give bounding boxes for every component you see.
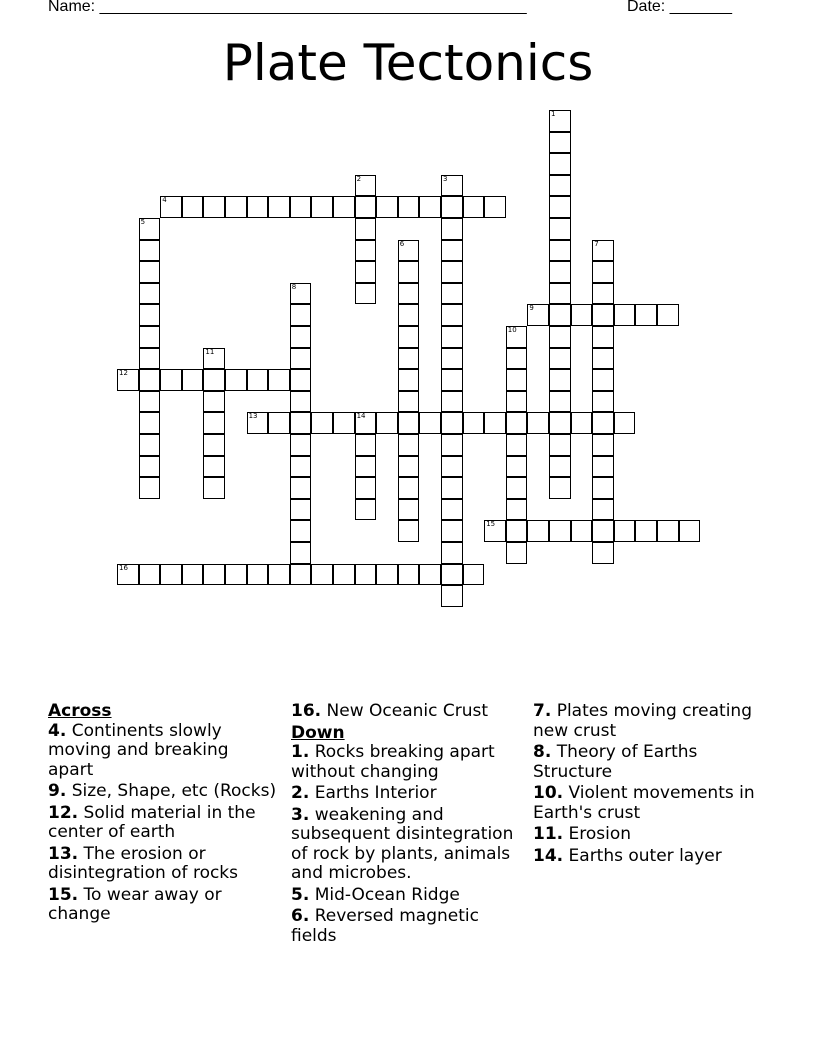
- clue-text: To wear away or change: [48, 884, 222, 924]
- clues-column-3: [533, 702, 763, 868]
- grid-cell[interactable]: [549, 369, 571, 391]
- grid-cell[interactable]: [203, 564, 225, 586]
- cell-number: 10: [507, 326, 517, 334]
- grid-cell[interactable]: [333, 412, 355, 434]
- grid-cell[interactable]: [592, 456, 614, 478]
- grid-cell[interactable]: [290, 412, 312, 434]
- grid-cell[interactable]: [549, 218, 571, 240]
- grid-cell[interactable]: [139, 348, 161, 370]
- grid-cell[interactable]: [376, 412, 398, 434]
- grid-cell[interactable]: [290, 434, 312, 456]
- clue-across-13: [48, 845, 278, 884]
- clue-number: 9.: [48, 781, 67, 801]
- grid-cell[interactable]: [657, 520, 679, 542]
- grid-cell[interactable]: [441, 434, 463, 456]
- clue-down-8: [533, 743, 763, 782]
- cell-number: 14: [356, 412, 366, 421]
- grid-cell[interactable]: [355, 477, 377, 499]
- grid-cell[interactable]: [290, 369, 312, 391]
- grid-cell[interactable]: [527, 520, 549, 542]
- grid-cell[interactable]: [203, 412, 225, 434]
- clue-text: Continents slowly moving and breaking apart: [48, 720, 229, 780]
- grid-cell[interactable]: [139, 412, 161, 434]
- grid-cell[interactable]: [592, 304, 614, 326]
- clue-down-6: [291, 907, 526, 946]
- grid-cell[interactable]: [247, 369, 269, 391]
- grid-cell[interactable]: [139, 304, 161, 326]
- grid-cell[interactable]: [355, 499, 377, 521]
- clue-text: Size, Shape, etc (Rocks): [71, 781, 277, 801]
- grid-cell[interactable]: [549, 196, 571, 218]
- grid-cell[interactable]: [268, 196, 290, 218]
- clue-text: Mid-Ocean Ridge: [314, 884, 460, 905]
- cell-number: 12: [119, 369, 128, 378]
- grid-cell[interactable]: [290, 542, 312, 564]
- grid-cell[interactable]: [398, 520, 420, 542]
- grid-cell[interactable]: [592, 520, 614, 542]
- name-field-label[interactable]: Name: ________________________________________________: [48, 0, 527, 15]
- grid-cell[interactable]: [290, 304, 312, 326]
- clue-number: 10.: [533, 783, 564, 803]
- grid-cell[interactable]: [182, 369, 204, 391]
- clue-text: weakening and subsequent disintegration of rock by plants, animals and microbes.: [291, 804, 514, 883]
- grid-cell[interactable]: [398, 261, 420, 283]
- grid-cell[interactable]: [549, 348, 571, 370]
- clue-number: 13.: [48, 843, 79, 864]
- clue-text: Rocks breaking apart without changing: [291, 742, 495, 782]
- grid-cell[interactable]: [592, 477, 614, 499]
- grid-cell[interactable]: [139, 240, 161, 262]
- grid-cell[interactable]: [398, 434, 420, 456]
- clue-down-3: [291, 806, 526, 884]
- grid-cell[interactable]: [376, 564, 398, 586]
- clue-across-15: [48, 886, 278, 925]
- clue-text: Erosion: [568, 824, 632, 844]
- grid-cell[interactable]: [247, 412, 269, 434]
- grid-cell[interactable]: [117, 369, 139, 391]
- clue-text: Plates moving creating new crust: [533, 701, 752, 741]
- grid-cell[interactable]: [290, 499, 312, 521]
- grid-cell[interactable]: [398, 564, 420, 586]
- grid-cell[interactable]: [571, 412, 593, 434]
- grid-cell[interactable]: [441, 304, 463, 326]
- across-heading: Across: [48, 701, 112, 721]
- grid-cell[interactable]: [592, 369, 614, 391]
- grid-cell[interactable]: [160, 564, 182, 586]
- clue-number: 14.: [533, 845, 564, 866]
- grid-cell[interactable]: [398, 412, 420, 434]
- clue-number: 5.: [291, 884, 310, 905]
- grid-cell[interactable]: [441, 218, 463, 240]
- clue-across-12: [48, 804, 278, 843]
- grid-cell[interactable]: [355, 434, 377, 456]
- grid-cell[interactable]: [160, 196, 182, 218]
- grid-cell[interactable]: [506, 326, 528, 348]
- grid-cell[interactable]: [139, 369, 161, 391]
- grid-cell[interactable]: [355, 564, 377, 586]
- clue-number: 11.: [533, 824, 564, 844]
- clue-number: 15.: [48, 884, 79, 905]
- grid-cell[interactable]: [549, 412, 571, 434]
- grid-cell[interactable]: [311, 196, 333, 218]
- grid-cell[interactable]: [506, 391, 528, 413]
- grid-cell[interactable]: [549, 175, 571, 197]
- grid-cell[interactable]: [182, 564, 204, 586]
- cell-number: 16: [119, 563, 128, 572]
- grid-cell[interactable]: [549, 283, 571, 305]
- grid-cell[interactable]: [225, 196, 247, 218]
- grid-cell[interactable]: [247, 196, 269, 218]
- grid-cell[interactable]: [398, 240, 420, 262]
- grid-cell[interactable]: [268, 412, 290, 434]
- grid-cell[interactable]: [398, 196, 420, 218]
- grid-cell[interactable]: [549, 391, 571, 413]
- cell-number: 2: [356, 174, 362, 183]
- grid-cell[interactable]: [549, 520, 571, 542]
- grid-cell[interactable]: [117, 564, 139, 586]
- grid-cell[interactable]: [549, 153, 571, 175]
- grid-cell[interactable]: [398, 391, 420, 413]
- clue-text: Theory of Earths Structure: [533, 742, 698, 782]
- grid-cell[interactable]: [355, 175, 377, 197]
- grid-cell[interactable]: [355, 196, 377, 218]
- grid-cell[interactable]: [225, 369, 247, 391]
- grid-cell[interactable]: [139, 456, 161, 478]
- grid-cell[interactable]: [225, 564, 247, 586]
- grid-cell[interactable]: [203, 391, 225, 413]
- grid-cell[interactable]: [333, 564, 355, 586]
- grid-cell[interactable]: [506, 369, 528, 391]
- clue-text: Solid material in the center of earth: [48, 802, 256, 842]
- grid-cell[interactable]: [527, 412, 549, 434]
- grid-cell[interactable]: [290, 348, 312, 370]
- clue-number: 1.: [291, 742, 310, 762]
- clue-number: 12.: [48, 802, 79, 823]
- grid-cell[interactable]: [139, 261, 161, 283]
- grid-cell[interactable]: [203, 348, 225, 370]
- grid-cell[interactable]: [290, 326, 312, 348]
- clue-number: 3.: [291, 804, 310, 825]
- grid-cell[interactable]: [398, 369, 420, 391]
- grid-cell[interactable]: [139, 218, 161, 240]
- clue-number: 16.: [291, 701, 322, 721]
- grid-cell[interactable]: [441, 348, 463, 370]
- clue-text: Earths Interior: [314, 783, 437, 803]
- grid-cell[interactable]: [592, 391, 614, 413]
- grid-cell[interactable]: [592, 326, 614, 348]
- clue-down-2: [291, 784, 526, 804]
- grid-cell[interactable]: [549, 326, 571, 348]
- grid-cell[interactable]: [549, 477, 571, 499]
- grid-cell[interactable]: [549, 132, 571, 154]
- grid-cell[interactable]: [441, 175, 463, 197]
- grid-cell[interactable]: [398, 326, 420, 348]
- grid-cell[interactable]: [247, 564, 269, 586]
- grid-cell[interactable]: [463, 412, 485, 434]
- grid-cell[interactable]: [592, 412, 614, 434]
- grid-cell[interactable]: [549, 434, 571, 456]
- grid-cell[interactable]: [268, 564, 290, 586]
- clue-text: Reversed magnetic fields: [291, 906, 479, 946]
- clue-text: New Oceanic Crust: [326, 701, 489, 721]
- grid-cell[interactable]: [592, 348, 614, 370]
- grid-cell[interactable]: [441, 456, 463, 478]
- clue-number: 6.: [291, 906, 310, 926]
- grid-cell[interactable]: [398, 348, 420, 370]
- page-title: Plate Tectonics: [222, 34, 594, 92]
- clue-text: The erosion or disintegration of rocks: [48, 843, 239, 883]
- clue-down-14: [533, 847, 763, 867]
- grid-cell[interactable]: [311, 412, 333, 434]
- grid-cell[interactable]: [355, 456, 377, 478]
- clue-text: Violent movements in Earth's crust: [533, 783, 755, 823]
- cell-number: 6: [399, 239, 405, 248]
- grid-cell[interactable]: [441, 499, 463, 521]
- grid-cell[interactable]: [441, 542, 463, 564]
- grid-cell[interactable]: [441, 240, 463, 262]
- clue-down-11: [533, 825, 763, 845]
- clue-down-7: [533, 702, 763, 741]
- grid-cell[interactable]: [139, 564, 161, 586]
- grid-cell[interactable]: [592, 434, 614, 456]
- clue-across-16: [291, 702, 526, 722]
- cell-number: 5: [140, 218, 146, 226]
- grid-cell[interactable]: [203, 196, 225, 218]
- grid-cell[interactable]: [463, 564, 485, 586]
- grid-cell[interactable]: [592, 542, 614, 564]
- clues-column-1: [48, 702, 278, 927]
- grid-cell[interactable]: [592, 283, 614, 305]
- grid-cell[interactable]: [635, 520, 657, 542]
- grid-cell[interactable]: [290, 196, 312, 218]
- grid-cell[interactable]: [592, 499, 614, 521]
- grid-cell[interactable]: [592, 240, 614, 262]
- grid-cell[interactable]: [506, 456, 528, 478]
- grid-cell[interactable]: [484, 412, 506, 434]
- grid-cell[interactable]: [290, 456, 312, 478]
- grid-cell[interactable]: [527, 304, 549, 326]
- grid-cell[interactable]: [203, 456, 225, 478]
- clue-number: 2.: [291, 783, 310, 803]
- grid-cell[interactable]: [614, 520, 636, 542]
- grid-cell[interactable]: [398, 477, 420, 499]
- grid-cell[interactable]: [614, 412, 636, 434]
- grid-cell[interactable]: [441, 261, 463, 283]
- grid-cell[interactable]: [549, 261, 571, 283]
- grid-cell[interactable]: [484, 520, 506, 542]
- grid-cell[interactable]: [441, 585, 463, 607]
- grid-cell[interactable]: [139, 283, 161, 305]
- grid-cell[interactable]: [657, 304, 679, 326]
- grid-cell[interactable]: [441, 326, 463, 348]
- grid-cell[interactable]: [441, 412, 463, 434]
- grid-cell[interactable]: [441, 477, 463, 499]
- clue-number: 4.: [48, 720, 67, 741]
- clue-across-9: [48, 782, 278, 802]
- grid-cell[interactable]: [441, 564, 463, 586]
- grid-cell[interactable]: [549, 110, 571, 132]
- grid-cell[interactable]: [441, 520, 463, 542]
- grid-cell[interactable]: [290, 391, 312, 413]
- clue-across-4: [48, 722, 278, 781]
- grid-cell[interactable]: [635, 304, 657, 326]
- grid-cell[interactable]: [506, 499, 528, 521]
- grid-cell[interactable]: [549, 240, 571, 262]
- grid-cell[interactable]: [160, 369, 182, 391]
- grid-cell[interactable]: [506, 542, 528, 564]
- grid-cell[interactable]: [571, 304, 593, 326]
- grid-cell[interactable]: [398, 499, 420, 521]
- grid-cell[interactable]: [376, 196, 398, 218]
- cell-number: 8: [291, 282, 297, 291]
- grid-cell[interactable]: [419, 196, 441, 218]
- grid-cell[interactable]: [290, 564, 312, 586]
- cell-number: 11: [205, 347, 215, 356]
- cell-number: 9: [529, 304, 534, 313]
- grid-cell[interactable]: [463, 196, 485, 218]
- clue-number: 8.: [533, 742, 552, 762]
- cell-number: 7: [594, 239, 599, 248]
- grid-cell[interactable]: [506, 348, 528, 370]
- grid-cell[interactable]: [506, 412, 528, 434]
- grid-cell[interactable]: [506, 434, 528, 456]
- cell-number: 1: [551, 110, 556, 118]
- grid-cell[interactable]: [203, 434, 225, 456]
- cell-number: 13: [248, 412, 258, 421]
- grid-cell[interactable]: [203, 369, 225, 391]
- grid-cell[interactable]: [398, 283, 420, 305]
- grid-cell[interactable]: [355, 412, 377, 434]
- grid-cell[interactable]: [290, 477, 312, 499]
- clue-down-10: [533, 784, 763, 823]
- grid-cell[interactable]: [355, 261, 377, 283]
- grid-cell[interactable]: [139, 434, 161, 456]
- grid-cell[interactable]: [182, 196, 204, 218]
- grid-cell[interactable]: [139, 326, 161, 348]
- grid-cell[interactable]: [506, 520, 528, 542]
- date-field-label[interactable]: Date: _______: [627, 0, 732, 15]
- grid-cell[interactable]: [419, 564, 441, 586]
- grid-cell[interactable]: [571, 520, 593, 542]
- grid-cell[interactable]: [398, 304, 420, 326]
- grid-cell[interactable]: [355, 240, 377, 262]
- grid-cell[interactable]: [549, 304, 571, 326]
- grid-cell[interactable]: [441, 283, 463, 305]
- grid-cell[interactable]: [614, 304, 636, 326]
- clue-text: Earths outer layer: [568, 845, 722, 866]
- cell-number: 3: [443, 174, 448, 183]
- grid-cell[interactable]: [549, 456, 571, 478]
- grid-cell[interactable]: [679, 520, 701, 542]
- grid-cell[interactable]: [441, 196, 463, 218]
- grid-cell[interactable]: [441, 369, 463, 391]
- grid-cell[interactable]: [203, 477, 225, 499]
- grid-cell[interactable]: [268, 369, 290, 391]
- grid-cell[interactable]: [290, 520, 312, 542]
- grid-cell[interactable]: [355, 283, 377, 305]
- grid-cell[interactable]: [290, 283, 312, 305]
- cell-number: 4: [162, 196, 167, 205]
- grid-cell[interactable]: [139, 477, 161, 499]
- clue-number: 7.: [533, 701, 552, 721]
- clue-down-5: [291, 886, 526, 906]
- grid-cell[interactable]: [441, 391, 463, 413]
- grid-cell[interactable]: [506, 477, 528, 499]
- cell-number: 15: [486, 520, 496, 529]
- grid-cell[interactable]: [484, 196, 506, 218]
- grid-cell[interactable]: [333, 196, 355, 218]
- clues-column-2: [291, 702, 526, 948]
- grid-cell[interactable]: [355, 218, 377, 240]
- grid-cell[interactable]: [419, 412, 441, 434]
- grid-cell[interactable]: [592, 261, 614, 283]
- clue-down-1: [291, 743, 526, 782]
- grid-cell[interactable]: [139, 391, 161, 413]
- down-heading: Down: [291, 722, 345, 743]
- grid-cell[interactable]: [311, 564, 333, 586]
- grid-cell[interactable]: [398, 456, 420, 478]
